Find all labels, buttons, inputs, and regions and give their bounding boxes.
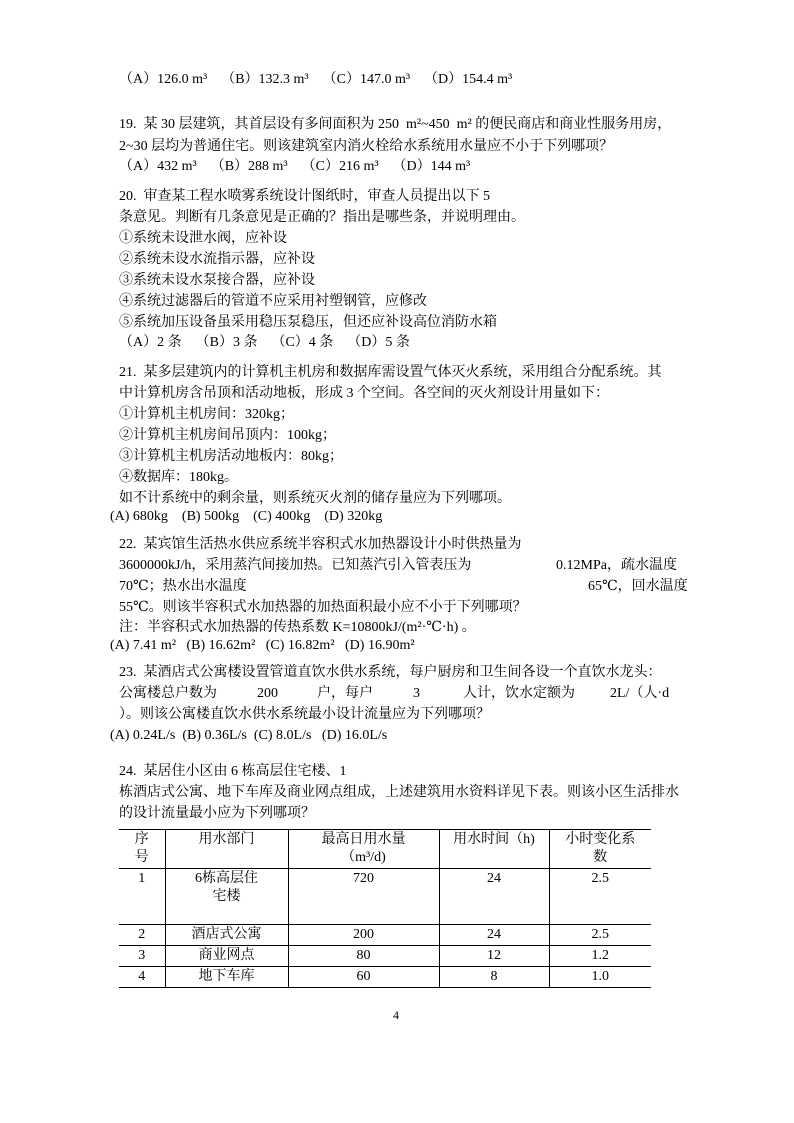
q23-persons: 3 <box>413 686 420 701</box>
table-row <box>119 869 651 925</box>
table-row <box>119 967 651 988</box>
q20-item: ⑤系统加压设备虽采用稳压泵稳压，但还应补设高位消防水箱 <box>119 315 497 330</box>
q18-options: （A）126.0 m³ （B）132.3 m³ （C）147.0 m³ （D）154.4 m³ <box>119 72 513 87</box>
q21-text-2: 中计算机房含吊顶和活动地板，形成 3 个空间。各空间的灭火剂设计用量如下： <box>119 386 609 401</box>
q21-text-3: 如不计系统中的剩余量，则系统灭火剂的储存量应为下列哪项。 <box>119 491 511 506</box>
table-row <box>119 925 651 946</box>
table-cell: 商业网点 <box>165 946 288 967</box>
q23-options: (A) 0.24L/s (B) 0.36L/s (C) 8.0L/s (D) 16.0L/s <box>110 728 388 743</box>
q21-item: ③计算机主机房活动地板内：80kg； <box>119 449 343 464</box>
header-cell: 最高日用水量（m³/d) <box>288 830 439 869</box>
q20-item: ③系统未设水泵接合器，应补设 <box>119 273 315 288</box>
q22-note: 注：半容积式水加热器的传热系数 K=10800kJ/(m²·℃·h) 。 <box>119 620 476 635</box>
q21-item: ④数据库：180kg。 <box>119 470 238 485</box>
q21-item: ②计算机主机房间吊顶内：100kg； <box>119 428 336 443</box>
q22-text-2a: 3600000kJ/h，采用蒸汽间接加热。已知蒸汽引入管表压为 <box>119 558 472 573</box>
table-cell: 8 <box>439 967 549 988</box>
q19-text-2: 2~30 层均为普通住宅。则该建筑室内消火栓给水系统用水量应不小于下列哪项？ <box>119 139 614 154</box>
table-cell: 2.5 <box>549 925 651 946</box>
q22-text-2b: 0.12MPa，疏水温度 <box>556 558 677 573</box>
q19-text-1: 19. 某 30 层建筑，其首层设有多间面积为 250 m²~450 m² 的便民商店和商业性服务用房， <box>119 117 672 132</box>
q23-households: 200 <box>257 686 278 701</box>
table-cell: 1 <box>119 869 165 925</box>
q20-text-2: 条意见。判断有几条意见是正确的？指出是哪些条，并说明理由。 <box>119 210 525 225</box>
q23-text-2: 户，每户 <box>317 686 373 701</box>
q21-options: (A) 680kg (B) 500kg (C) 400kg (D) 320kg <box>110 509 383 524</box>
header-cell: 用水时间（h) <box>439 830 549 869</box>
q24-text-2: 栋酒店式公寓、地下车库及商业网点组成，上述建筑用水资料详见下表。则该小区生活排水 <box>119 785 679 800</box>
header-cell: 用水部门 <box>165 830 288 869</box>
table-cell: 12 <box>439 946 549 967</box>
q22-text-4: 55℃。则该半容积式水加热器的加热面积最小应不小于下列哪项？ <box>119 600 527 615</box>
table-cell: 2.5 <box>549 869 651 925</box>
table-header-row <box>119 830 651 869</box>
table-cell: 4 <box>119 967 165 988</box>
table-cell: 60 <box>288 967 439 988</box>
table-cell: 地下车库 <box>165 967 288 988</box>
page-number: 4 <box>393 1008 399 1022</box>
q20-item: ①系统未设泄水阀，应补设 <box>119 231 287 246</box>
header-cell: 序号 <box>119 830 165 869</box>
table-cell: 2 <box>119 925 165 946</box>
q19-options: （A）432 m³ （B）288 m³ （C）216 m³ （D）144 m³ <box>119 159 471 174</box>
table-cell: 3 <box>119 946 165 967</box>
q20-options: （A）2 条 （B）3 条 （C）4 条 （D）5 条 <box>119 335 410 350</box>
header-cell: 小时变化系数 <box>549 830 651 869</box>
q22-text-3b: 65℃，回水温度 <box>588 579 688 594</box>
table-cell: 720 <box>288 869 439 925</box>
q23-text-2: 公寓楼总户数为 <box>119 686 217 701</box>
q23-text-3: ）。则该公寓楼直饮水供水系统最小设计流量应为下列哪项？ <box>119 707 490 722</box>
table-cell: 24 <box>439 869 549 925</box>
q21-text-1: 21. 某多层建筑内的计算机主机房和数据库需设置气体灭火系统，采用组合分配系统。其 <box>119 365 662 380</box>
q24-text-3: 的设计流量最小应为下列哪项？ <box>119 806 315 821</box>
q20-item: ②系统未设水流指示器，应补设 <box>119 252 315 267</box>
table-cell: 6栋高层住宅楼 <box>165 869 288 925</box>
table-cell: 1.0 <box>549 967 651 988</box>
water-usage-table <box>119 829 651 988</box>
q23-quota: 2L/（人·d <box>610 686 670 701</box>
q23-text-1: 23. 某酒店式公寓楼设置管道直饮水供水系统，每户厨房和卫生间各设一个直饮水龙头： <box>119 665 662 680</box>
q21-item: ①计算机主机房间：320kg； <box>119 407 294 422</box>
q22-options: (A) 7.41 m² (B) 16.62m² (C) 16.82m² (D) 16.90m² <box>110 638 415 653</box>
table-row <box>119 946 651 967</box>
table-cell: 酒店式公寓 <box>165 925 288 946</box>
q20-text-1: 20. 审查某工程水喷雾系统设计图纸时，审查人员提出以下 5 <box>119 189 490 204</box>
table-cell: 1.2 <box>549 946 651 967</box>
table-cell: 24 <box>439 925 549 946</box>
q23-text-2: 人计，饮水定额为 <box>463 686 575 701</box>
q20-item: ④系统过滤器后的管道不应采用衬塑钢管，应修改 <box>119 294 427 309</box>
q22-text-3a: 70℃；热水出水温度 <box>119 579 247 594</box>
q24-text-1: 24. 某居住小区由 6 栋高层住宅楼、1 <box>119 764 347 779</box>
table-cell: 200 <box>288 925 439 946</box>
table-cell: 80 <box>288 946 439 967</box>
q22-text-1: 22. 某宾馆生活热水供应系统半容积式水加热器设计小时供热量为 <box>119 537 522 552</box>
